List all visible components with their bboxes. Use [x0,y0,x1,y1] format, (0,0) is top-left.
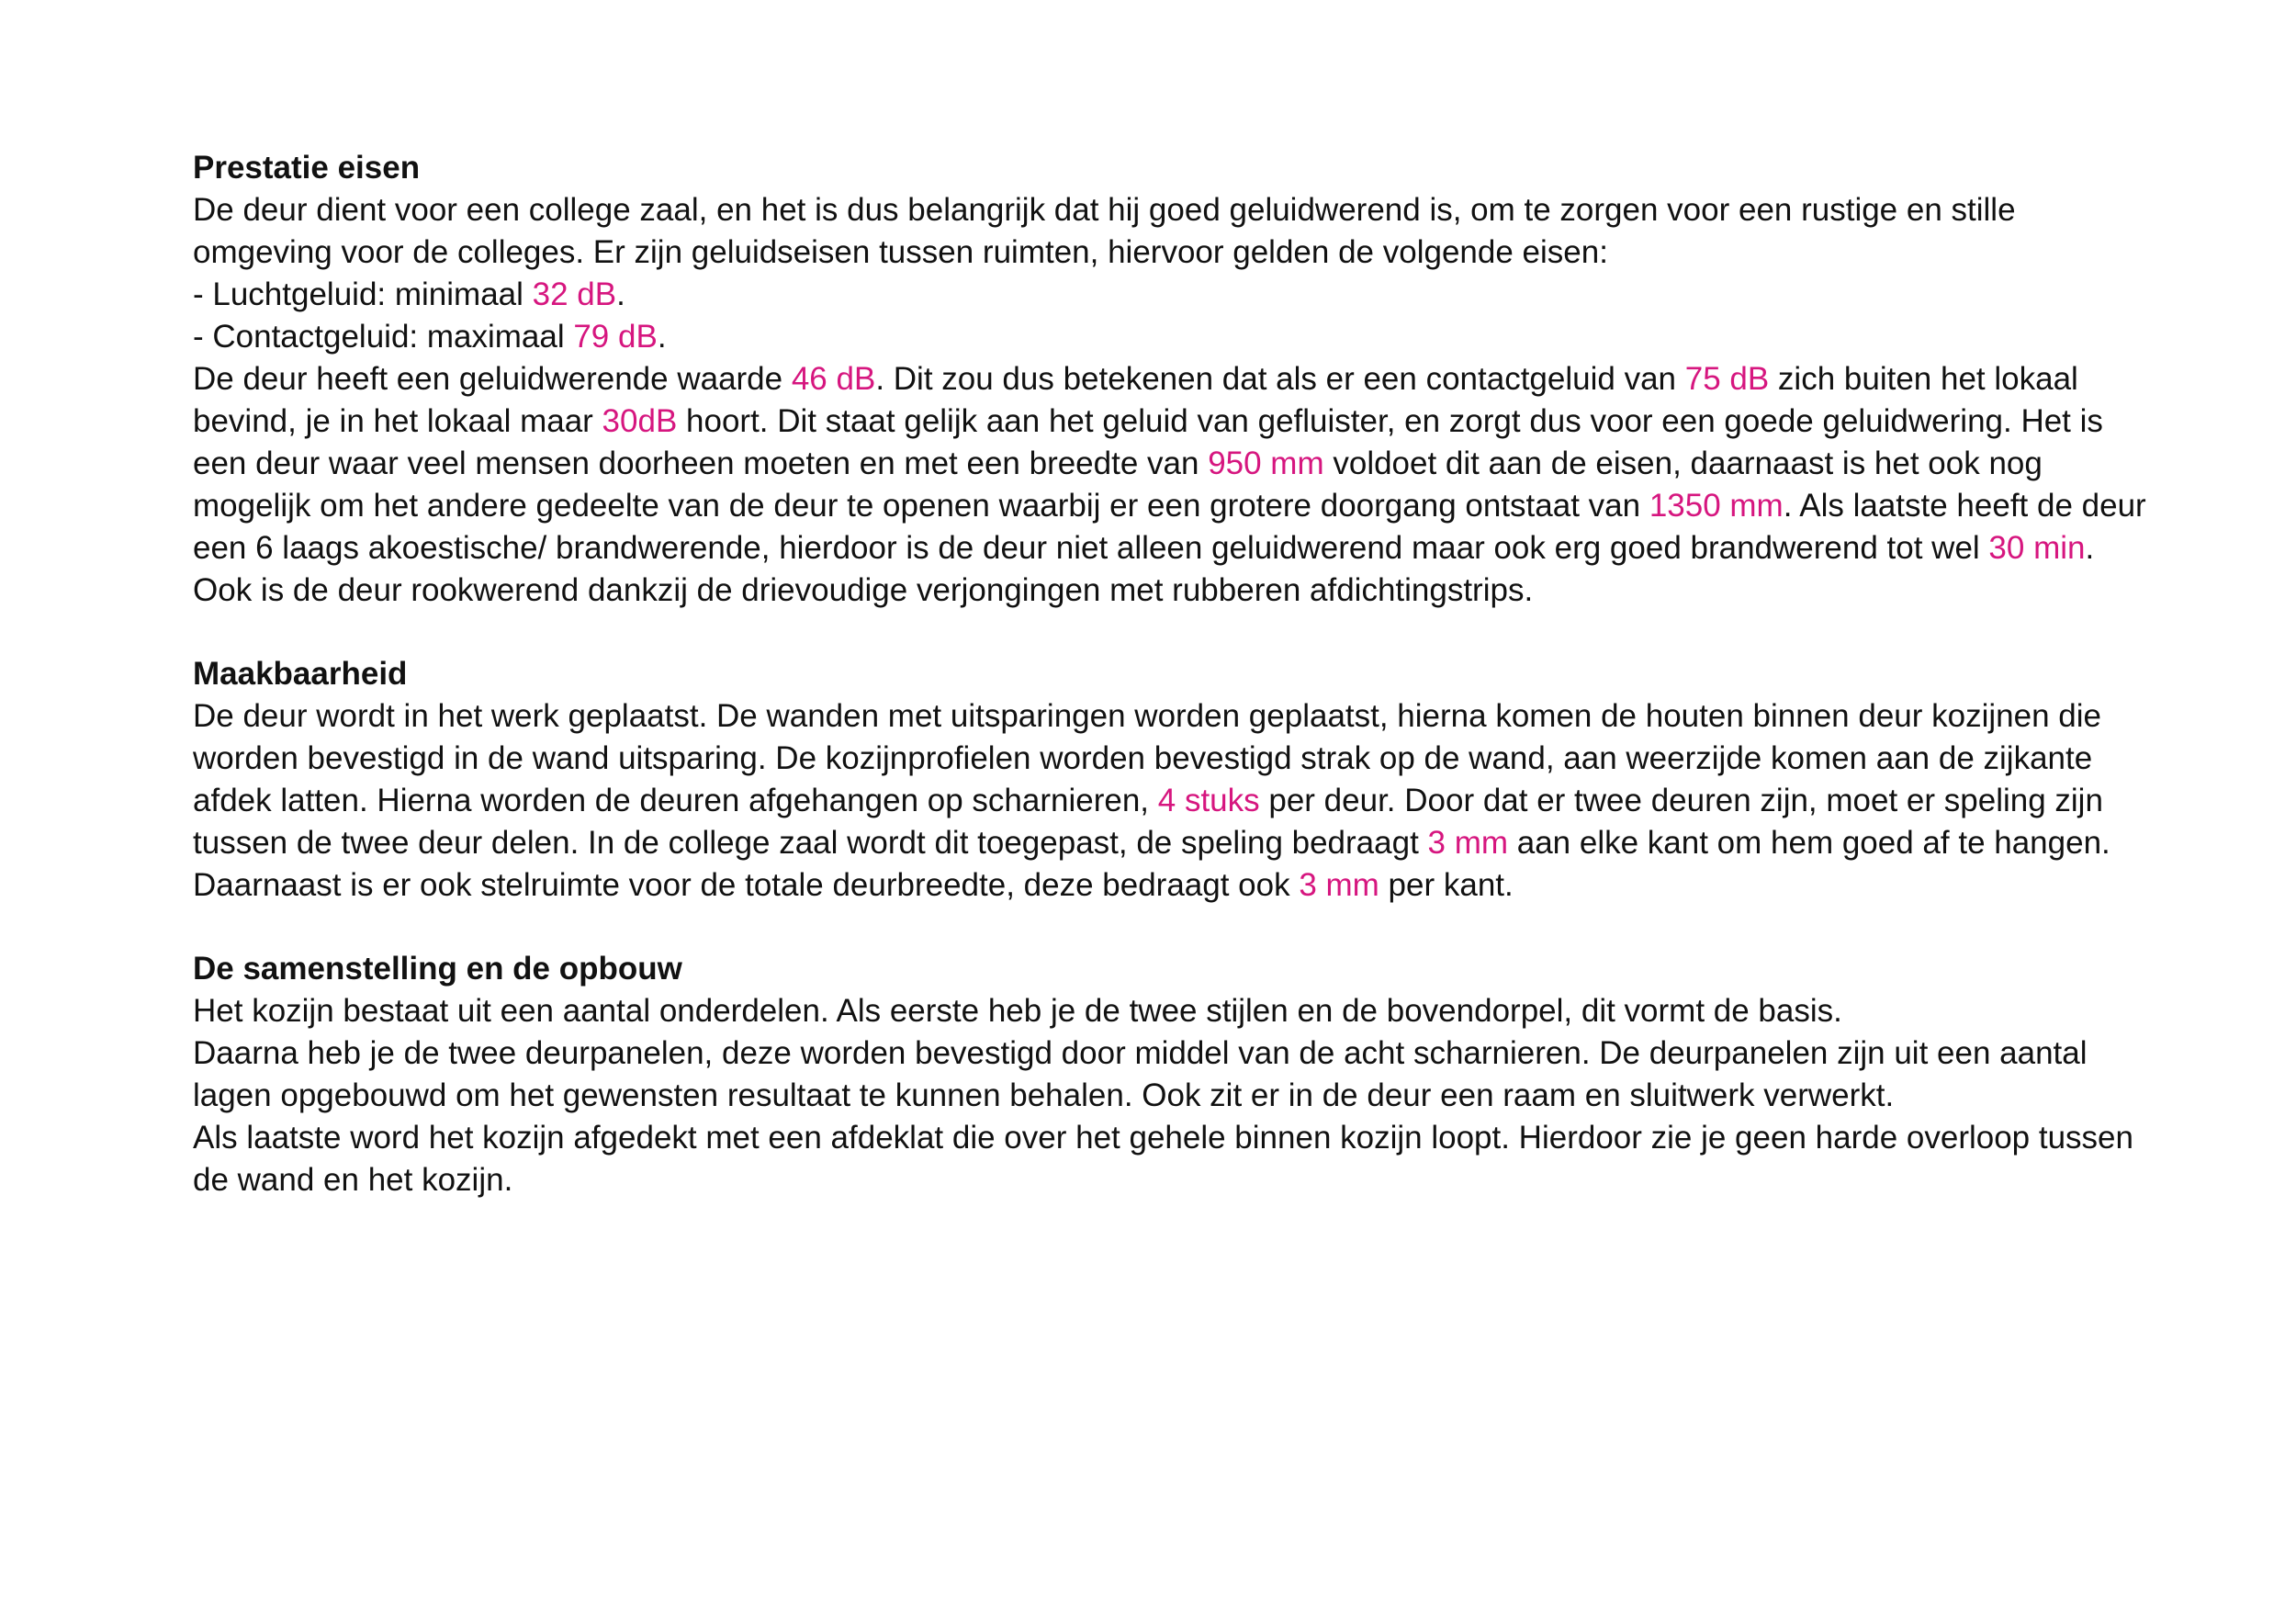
paragraph [193,316,2158,358]
text-run: voldoet dit aan de eisen, daarnaast is het ook nog mogelijk om het andere gedeelte van de deur te openen waarbij er een grotere doorgang ontstaat van [193,445,2043,524]
text-run: Als laatste word het kozijn afgedekt met een afdeklat die over het gehele binnen kozijn loopt. Hierdoor zie je geen harde overloop tussen de wand en het kozijn. [193,1120,2133,1198]
document-page [193,147,2158,1243]
highlighted-value: 1350 mm [1649,488,1784,524]
section-title: Maakbaarheid [193,656,408,692]
highlighted-value: 30dB [602,403,678,439]
section-title: De samenstelling en de opbouw [193,951,682,987]
highlighted-value: 3 mm [1427,825,1509,861]
text-run: De deur heeft een geluidwerende waarde [193,361,792,397]
paragraph [193,695,2158,907]
section-maakbaarheid [193,653,2158,907]
text-run: Het kozijn bestaat uit een aantal onderdelen. Als eerste heb je de twee stijlen en de bovendorpel, dit vormt de basis. [193,993,1842,1029]
text-run: . Als laatste heeft de deur een 6 laags akoestische/ brandwerende, hierdoor is de deur niet alleen geluidwerend maar ook erg goed brandwerend tot wel [193,488,2146,566]
highlighted-value: 75 dB [1684,361,1770,397]
highlighted-value: 46 dB [791,361,876,397]
paragraph [193,990,2158,1032]
section-samenstelling-opbouw [193,948,2158,1201]
text-run: hoort. Dit staat gelijk aan het geluid van gefluister, en zorgt dus voor een goede geluidwering. Het is een deur waar veel mensen doorheen moeten en met een breedte van [193,403,2103,481]
text-run: zich buiten het lokaal bevind, je in het lokaal maar [193,361,2078,439]
highlighted-value: 79 dB [573,319,658,355]
paragraph [193,189,2158,274]
text-run: per kant. [1379,867,1514,903]
highlighted-value: 4 stuks [1157,783,1260,818]
highlighted-value: 950 mm [1208,445,1324,481]
paragraph [193,358,2158,612]
section-prestatie-eisen [193,147,2158,612]
paragraph [193,1117,2158,1201]
section-title: Prestatie eisen [193,150,421,186]
text-run: . [657,319,667,355]
text-run: - Luchtgeluid: minimaal [193,276,533,312]
text-run: - Contactgeluid: maximaal [193,319,574,355]
highlighted-value: 3 mm [1299,867,1379,903]
text-run: . [616,276,625,312]
highlighted-value: 32 dB [532,276,617,312]
text-run: . Ook is de deur rookwerend dankzij de drievoudige verjongingen met rubberen afdichtingstrips. [193,530,2095,608]
paragraph [193,1032,2158,1117]
text-run: Daarna heb je de twee deurpanelen, deze worden bevestigd door middel van de acht scharnieren. De deurpanelen zijn uit een aantal lagen opgebouwd om het gewensten resultaat te kunnen behalen. Ook zit er in de deur een raam en sluitwerk verwerkt. [193,1035,2088,1113]
paragraph [193,274,2158,316]
text-run: aan elke kant om hem goed af te hangen. Daarnaast is er ook stelruimte voor de totale deurbreedte, deze bedraagt ook [193,825,2110,903]
text-run: per deur. Door dat er twee deuren zijn, moet er speling zijn tussen de twee deur delen. In de college zaal wordt dit toegepast, de speling bedraagt [193,783,2103,861]
text-run: De deur dient voor een college zaal, en het is dus belangrijk dat hij goed geluidwerend is, om te zorgen voor een rustige en stille omgeving voor de colleges. Er zijn geluidseisen tussen ruimten, hiervoor gelden de volgende eisen: [193,192,2016,270]
highlighted-value: 30 min [1988,530,2086,566]
text-run: De deur wordt in het werk geplaatst. De wanden met uitsparingen worden geplaatst, hierna komen de houten binnen deur kozijnen die worden bevestigd in de wand uitsparing. De kozijnprofielen worden bevestigd strak op de wand, aan weerzijde komen aan de zijkante afdek latten. Hierna worden de deuren afgehangen op scharnieren, [193,698,2101,818]
text-run: . Dit zou dus betekenen dat als er een contactgeluid van [875,361,1685,397]
